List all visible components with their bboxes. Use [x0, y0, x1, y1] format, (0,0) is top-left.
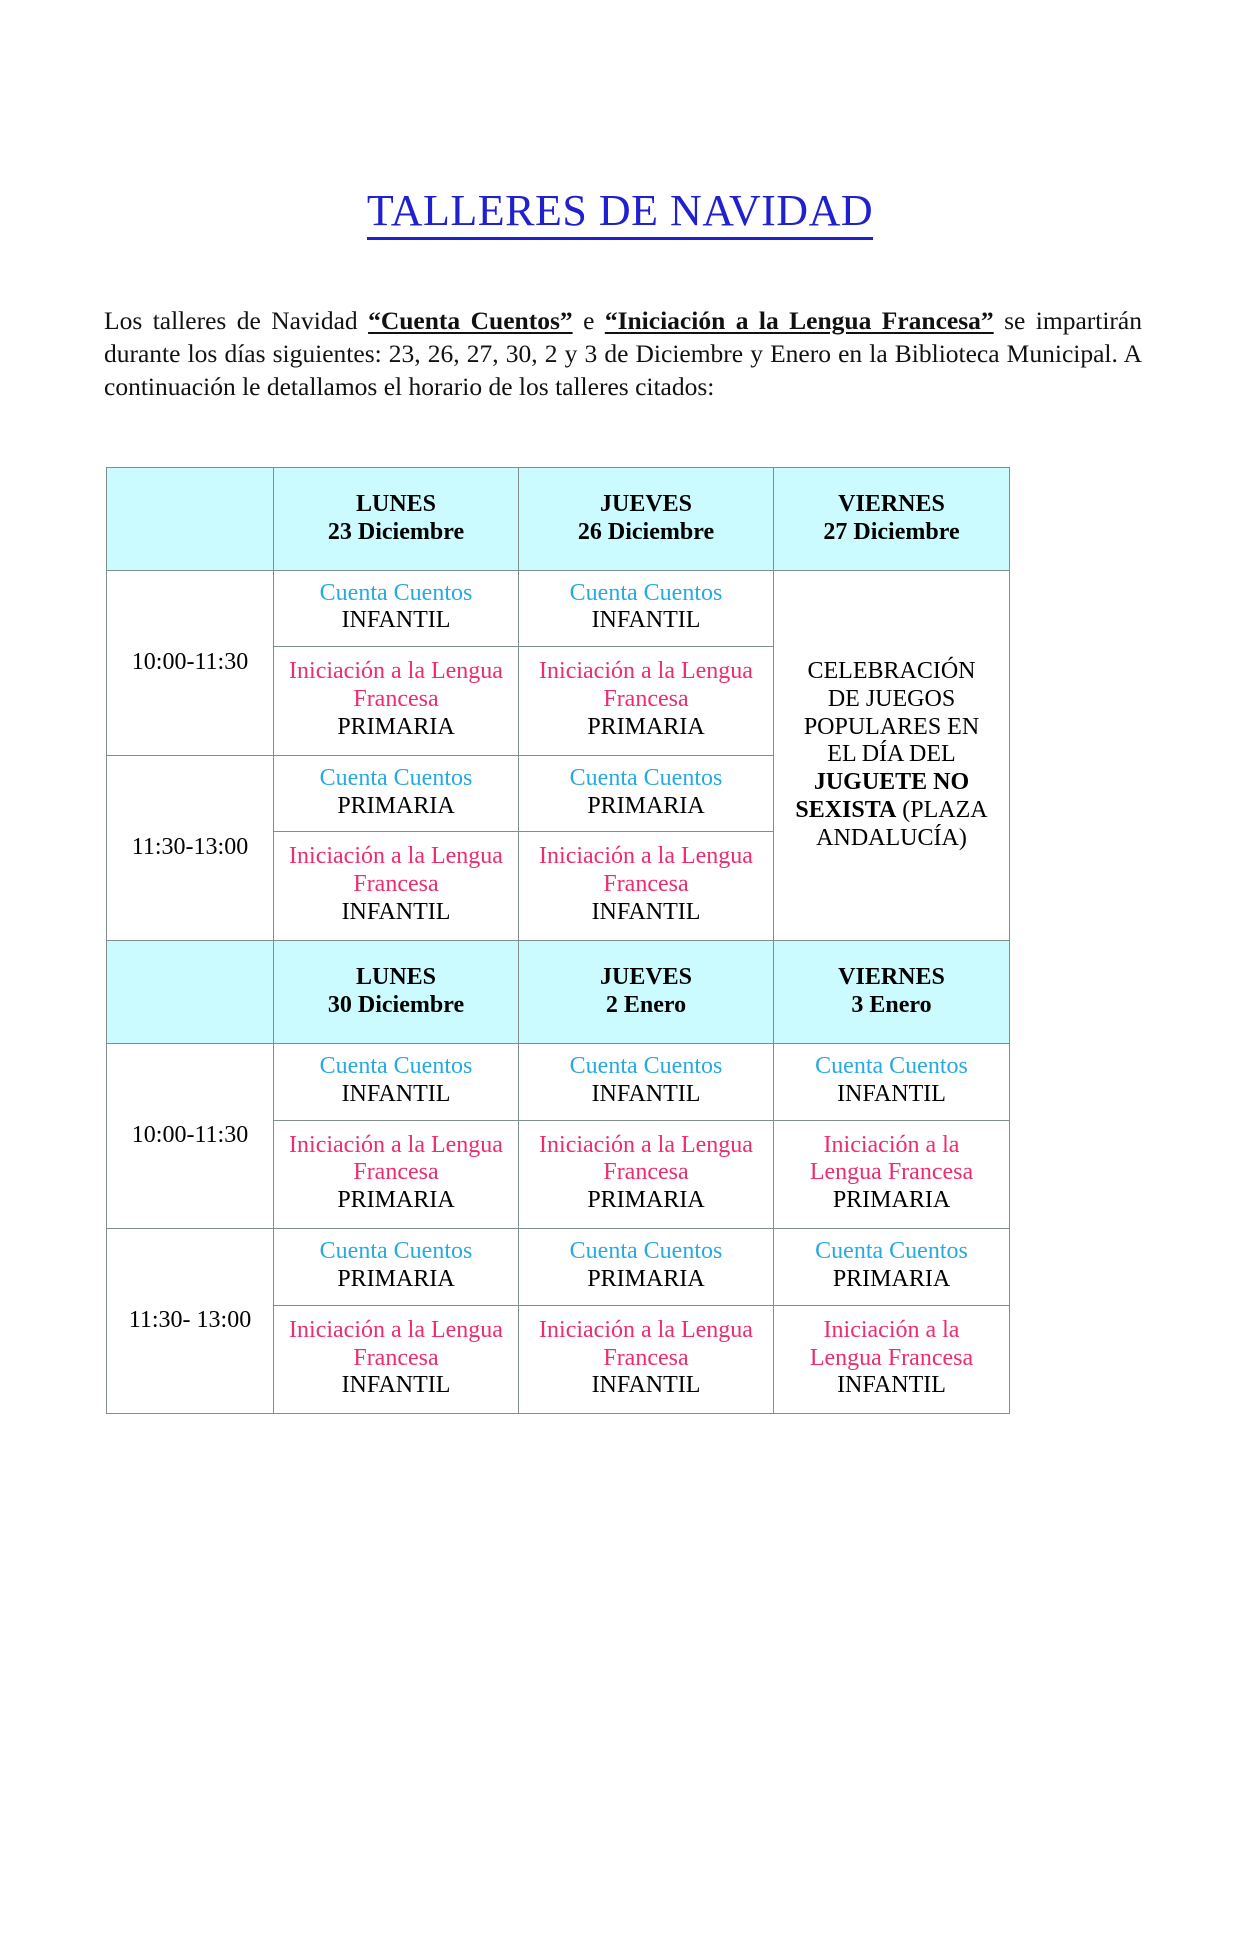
activity-lengua-francesa-line1: Iniciación a la Lengua — [289, 658, 503, 685]
header-cell-viernes-27 — [774, 467, 1010, 570]
intro-paragraph — [104, 304, 1142, 403]
activity-lengua-francesa-line2: Lengua Francesa — [809, 1159, 974, 1186]
header-day-date: 26 Diciembre — [577, 518, 715, 545]
activity-cuenta-cuentos: Cuenta Cuentos — [319, 579, 473, 606]
intro-text-part2: e — [572, 306, 605, 336]
cell-content — [278, 834, 514, 937]
activity-lengua-francesa-line1: Iniciación a la — [823, 1131, 960, 1158]
cell-jueves2-r1 — [519, 1043, 774, 1120]
header-cell-lunes-23 — [274, 467, 519, 570]
header-day-date: 30 Diciembre — [327, 991, 465, 1018]
level-label: INFANTIL — [341, 1372, 451, 1399]
level-label: INFANTIL — [591, 899, 701, 926]
cell-content — [278, 1046, 514, 1118]
cell-jueves26-r3 — [519, 755, 774, 832]
intro-emphasis-lengua-francesa: “Iniciación a la Lengua Francesa” — [604, 306, 994, 336]
cell-content — [523, 1308, 769, 1411]
level-label: INFANTIL — [837, 1372, 946, 1399]
level-label: INFANTIL — [591, 1372, 701, 1399]
cell-content — [778, 1231, 1005, 1303]
level-label: INFANTIL — [591, 607, 701, 634]
cell-jueves2-r4 — [519, 1305, 774, 1413]
activity-cuenta-cuentos: Cuenta Cuentos — [815, 1052, 968, 1079]
level-label: INFANTIL — [341, 607, 451, 634]
header-cell-empty-block2 — [107, 940, 274, 1043]
cell-content — [778, 1046, 1005, 1118]
schedule-table-container — [106, 467, 1009, 1415]
header-day-name: VIERNES — [838, 964, 945, 991]
table-row — [107, 570, 1010, 647]
title-container — [0, 188, 1240, 240]
cell-viernes27-celebracion — [774, 570, 1010, 940]
header-cell-empty-block1 — [107, 467, 274, 570]
header-day-name: VIERNES — [838, 490, 945, 517]
header-cell-jueves-26 — [519, 467, 774, 570]
activity-lengua-francesa-line1: Iniciación a la — [823, 1316, 960, 1343]
activity-lengua-francesa-line2: Francesa — [603, 1344, 689, 1371]
cell-jueves2-r3 — [519, 1229, 774, 1306]
cell-lunes30-r3 — [274, 1229, 519, 1306]
level-label: PRIMARIA — [337, 1265, 455, 1292]
celebracion-line-2: DE JUEGOS — [827, 685, 956, 712]
celebracion-line-6 — [778, 797, 1005, 825]
activity-lengua-francesa-line2: Francesa — [603, 871, 689, 898]
cell-lunes30-r4 — [274, 1305, 519, 1413]
cell-lunes23-r4 — [274, 832, 519, 940]
cell-jueves26-r2 — [519, 647, 774, 755]
cell-content — [278, 1308, 514, 1411]
activity-lengua-francesa-line2: Francesa — [603, 1159, 689, 1186]
level-label: INFANTIL — [591, 1080, 701, 1107]
cell-lunes23-r2 — [274, 647, 519, 755]
time-cell-11-30-13-00-block1: 11:30-13:00 — [107, 755, 274, 940]
celebracion-line-1: CELEBRACIÓN — [807, 657, 976, 684]
page-title: TALLERES DE NAVIDAD — [367, 188, 873, 240]
activity-cuenta-cuentos: Cuenta Cuentos — [815, 1238, 968, 1265]
cell-viernes3-r3 — [774, 1229, 1010, 1306]
activity-cuenta-cuentos: Cuenta Cuentos — [569, 579, 723, 606]
activity-lengua-francesa-line1: Iniciación a la Lengua — [539, 843, 753, 870]
activity-lengua-francesa-line2: Lengua Francesa — [809, 1344, 974, 1371]
activity-lengua-francesa-line1: Iniciación a la Lengua — [289, 843, 503, 870]
level-label: PRIMARIA — [587, 1265, 705, 1292]
cell-lunes23-r1 — [274, 570, 519, 647]
intro-emphasis-cuenta-cuentos: “Cuenta Cuentos” — [368, 306, 573, 336]
activity-cuenta-cuentos: Cuenta Cuentos — [319, 764, 473, 791]
level-label: PRIMARIA — [832, 1187, 951, 1214]
activity-lengua-francesa-line2: Francesa — [353, 871, 439, 898]
activity-lengua-francesa-line2: Francesa — [603, 686, 689, 713]
level-label: PRIMARIA — [587, 713, 705, 740]
cell-content — [278, 573, 514, 645]
time-cell-10-00-11-30-block2: 10:00-11:30 — [107, 1043, 274, 1228]
header-cell-viernes-3 — [774, 940, 1010, 1043]
cell-content — [523, 1231, 769, 1303]
activity-lengua-francesa-line1: Iniciación a la Lengua — [539, 658, 753, 685]
activity-cuenta-cuentos: Cuenta Cuentos — [319, 1238, 473, 1265]
level-label: PRIMARIA — [587, 1187, 705, 1214]
activity-cuenta-cuentos: Cuenta Cuentos — [319, 1052, 473, 1079]
cell-content — [523, 573, 769, 645]
celebracion-line-3: POPULARES EN — [803, 713, 980, 740]
schedule-table — [106, 467, 1010, 1415]
intro-text-part3: se impartirán durante los días siguientes: 23, 26, 27, 30, 2 y 3 de Diciembre y Enero en la Biblioteca Municipal. A continuación le detallamos el horario de los talleres citados: — [104, 306, 1142, 402]
cell-content — [278, 1123, 514, 1226]
level-label: PRIMARIA — [337, 1187, 455, 1214]
cell-content — [523, 1123, 769, 1226]
header-cell-jueves-2 — [519, 940, 774, 1043]
table-row — [107, 1229, 1010, 1306]
activity-lengua-francesa-line2: Francesa — [353, 1159, 439, 1186]
activity-lengua-francesa-line1: Iniciación a la Lengua — [539, 1131, 753, 1158]
cell-viernes3-r4 — [774, 1305, 1010, 1413]
cell-lunes30-r2 — [274, 1120, 519, 1228]
cell-viernes3-r2 — [774, 1120, 1010, 1228]
time-cell-11-30-13-00-block2: 11:30- 13:00 — [107, 1229, 274, 1414]
document-page — [0, 188, 1240, 1942]
cell-content — [523, 1046, 769, 1118]
activity-cuenta-cuentos: Cuenta Cuentos — [569, 764, 723, 791]
table-header-row-block2 — [107, 940, 1010, 1043]
header-day-date: 2 Enero — [605, 991, 687, 1018]
table-header-row-block1 — [107, 467, 1010, 570]
activity-cuenta-cuentos: Cuenta Cuentos — [569, 1052, 723, 1079]
celebracion-line-4: EL DÍA DEL — [827, 741, 956, 768]
cell-content — [523, 758, 769, 830]
cell-content — [778, 1308, 1005, 1411]
intro-text-part1: Los talleres de Navidad — [104, 306, 369, 336]
cell-content — [523, 649, 769, 752]
header-day-name: JUEVES — [599, 490, 693, 517]
cell-jueves2-r2 — [519, 1120, 774, 1228]
time-cell-10-00-11-30-block1: 10:00-11:30 — [107, 570, 274, 755]
celebracion-bold-sexista: SEXISTA — [795, 796, 897, 823]
activity-lengua-francesa-line1: Iniciación a la Lengua — [289, 1131, 503, 1158]
cell-jueves26-r1 — [519, 570, 774, 647]
cell-lunes23-r3 — [274, 755, 519, 832]
cell-content — [278, 649, 514, 752]
celebracion-line-7: ANDALUCÍA) — [816, 824, 967, 851]
header-day-name: LUNES — [355, 964, 437, 991]
activity-cuenta-cuentos: Cuenta Cuentos — [569, 1238, 723, 1265]
header-day-date: 27 Diciembre — [823, 518, 960, 545]
cell-content — [523, 834, 769, 937]
level-label: PRIMARIA — [337, 792, 455, 819]
level-label: PRIMARIA — [337, 713, 455, 740]
cell-lunes30-r1 — [274, 1043, 519, 1120]
level-label: INFANTIL — [341, 899, 451, 926]
header-cell-lunes-30 — [274, 940, 519, 1043]
header-day-date: 3 Enero — [851, 991, 932, 1018]
header-day-name: JUEVES — [599, 964, 693, 991]
level-label: INFANTIL — [341, 1080, 451, 1107]
cell-jueves26-r4 — [519, 832, 774, 940]
activity-lengua-francesa-line1: Iniciación a la Lengua — [289, 1316, 503, 1343]
cell-content — [278, 758, 514, 830]
header-day-date: 23 Diciembre — [327, 518, 465, 545]
activity-lengua-francesa-line1: Iniciación a la Lengua — [539, 1316, 753, 1343]
level-label: PRIMARIA — [832, 1265, 951, 1292]
header-day-name: LUNES — [355, 490, 437, 517]
celebracion-line-5 — [778, 769, 1005, 797]
celebracion-plaza-text: (PLAZA — [896, 796, 988, 823]
cell-viernes3-r1 — [774, 1043, 1010, 1120]
level-label: PRIMARIA — [587, 792, 705, 819]
activity-lengua-francesa-line2: Francesa — [353, 686, 439, 713]
cell-content — [278, 1231, 514, 1303]
table-row — [107, 1043, 1010, 1120]
level-label: INFANTIL — [837, 1080, 946, 1107]
activity-lengua-francesa-line2: Francesa — [353, 1344, 439, 1371]
cell-content — [778, 1123, 1005, 1226]
celebracion-bold-juguete: JUGUETE NO — [813, 769, 970, 796]
